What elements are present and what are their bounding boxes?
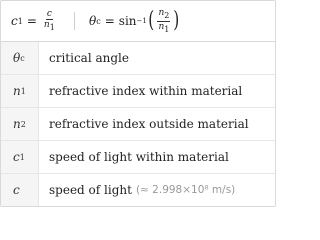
arcsin-function: sin — [118, 14, 137, 28]
table-row — [1, 75, 275, 108]
table-row — [1, 141, 275, 174]
index-ratio-numerator: n2 — [158, 7, 170, 20]
description-cell: speed of light (≈ 2.998×10⁸ m/s) — [49, 183, 236, 197]
angle-lhs-var: θ — [89, 14, 97, 28]
symbol-cell: c 1 — [1, 141, 39, 173]
symbol-cell: c — [1, 174, 39, 206]
table-row — [1, 108, 275, 141]
table-row — [1, 42, 275, 75]
angle-lhs-sub: c — [96, 16, 101, 26]
open-paren: ( — [148, 8, 155, 33]
angle-formula — [89, 5, 181, 37]
speed-lhs-var: c — [11, 14, 18, 28]
arcsin-exponent: −1 — [136, 17, 147, 25]
speed-fraction — [43, 9, 56, 33]
symbol-cell: n 2 — [1, 108, 39, 140]
table-row — [1, 174, 275, 206]
speed-formula — [11, 7, 58, 35]
speed-lhs-sub: 1 — [17, 16, 23, 26]
equals-sign: = — [26, 14, 37, 28]
close-paren: ) — [173, 8, 180, 33]
speed-of-light-value: (≈ 2.998×10⁸ m/s) — [135, 184, 236, 196]
equals-sign-2: = — [104, 14, 115, 28]
description-cell: critical angle — [49, 51, 129, 65]
speed-denominator: n1 — [43, 20, 55, 32]
symbol-cell: θ c — [1, 42, 39, 74]
symbol-cell: n 1 — [1, 75, 39, 107]
index-ratio-fraction — [157, 8, 170, 35]
index-ratio-denominator: n1 — [158, 21, 170, 34]
description-cell: speed of light within material — [49, 150, 229, 164]
speed-numerator: c — [46, 9, 52, 19]
formula-separator — [74, 12, 75, 30]
description-cell: refractive index outside material — [49, 117, 249, 131]
description-cell: refractive index within material — [49, 84, 243, 98]
formula-header — [1, 1, 275, 42]
